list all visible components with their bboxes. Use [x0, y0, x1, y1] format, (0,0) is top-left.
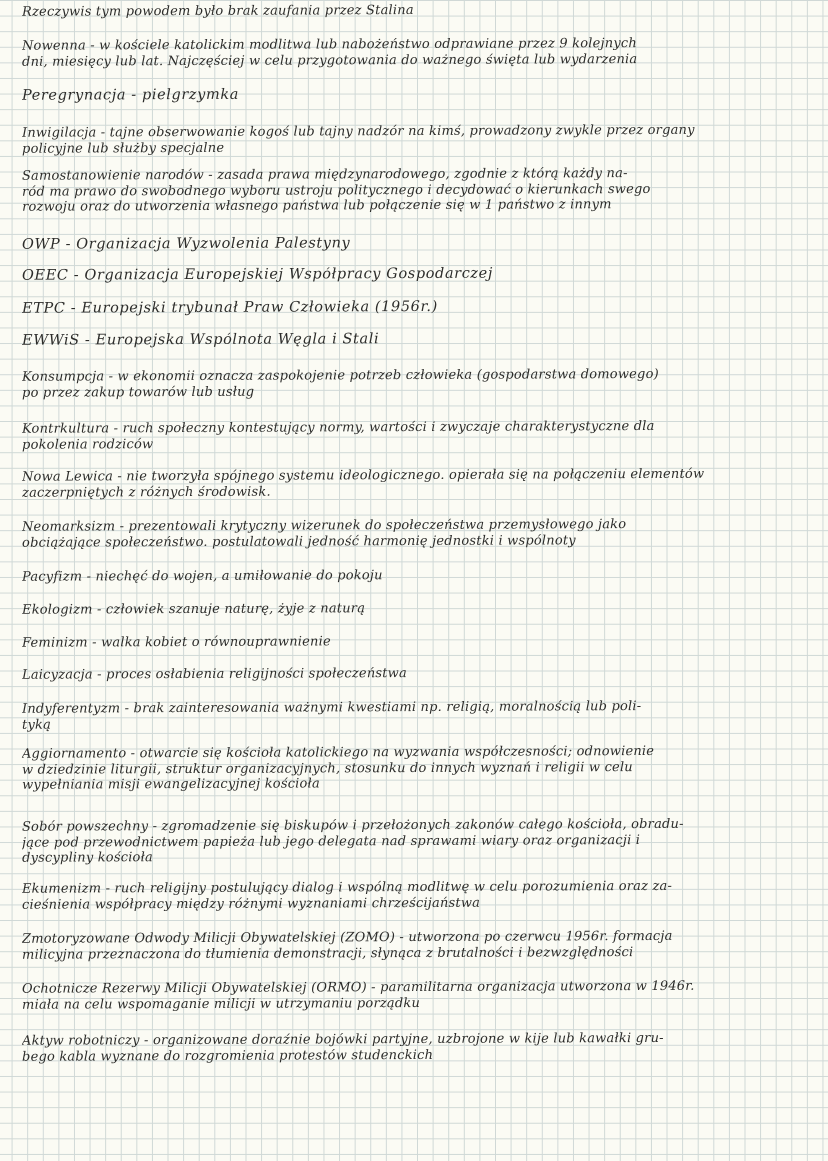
note-line: Nowa Lewica - nie tworzyła spójnego systemu ideologicznego. opierała się na połączeniu elementów	[21, 466, 705, 485]
note-line: Inwigilacja - tajne obserwowanie kogoś lub tajny nadzór na kimś, prowadzony zwykle przez organy	[21, 122, 695, 141]
note-stalin	[22, 1, 814, 20]
note-ormo	[22, 978, 814, 1013]
note-line: Zmotoryzowane Odwody Milicji Obywatelskiej (ZOMO) - utworzona po czerwcu 1956r. formacja	[21, 928, 673, 947]
note-line: Aggiornamento - otwarcie się kościoła katolickiego na wyzwania współczesności; odnowienie	[21, 743, 655, 762]
note-line: Peregrynacja - pielgrzymka	[21, 86, 239, 104]
note-line: cieśnienia współpracy między różnymi wyznaniami chrześcijaństwa	[22, 895, 481, 913]
note-line: Laicyzacja - proces osłabienia religijności społeczeństwa	[21, 666, 407, 683]
note-line: obciążające społeczeństwo. postulatowali jedność harmonię jednostki i wspólnoty	[22, 532, 576, 551]
note-owp	[22, 234, 814, 253]
note-laicyzacja	[22, 664, 814, 683]
note-line: OWP - Organizacja Wyzwolenia Palestyny	[21, 235, 351, 253]
note-line: Konsumpcja - w ekonomii oznacza zaspokojenie potrzeb człowieka (gospodarstwa domowego)	[21, 366, 659, 385]
note-aggiornamento	[22, 743, 814, 793]
note-line: Indyferentyzm - brak zainteresowania ważnymi kwestiami np. religią, moralnością lub poli-	[21, 699, 642, 717]
note-line: Pacyfizm - niechęć do wojen, a umiłowanie do pokoju	[21, 568, 383, 585]
note-line: bego kabla wyznane do rozgromienia protestów studenckich	[22, 1047, 434, 1065]
note-ewwis	[22, 330, 814, 349]
note-line: ETPC - Europejski trybunał Praw Człowieka (1956r.)	[21, 298, 438, 317]
note-ekologizm	[22, 599, 814, 618]
note-ekumenizm	[22, 878, 814, 913]
note-line: miała na celu wspomaganie milicji w utrzymaniu porządku	[22, 995, 421, 1013]
note-nowenna	[22, 35, 814, 70]
note-zomo	[22, 928, 814, 963]
note-line: w dziedzinie liturgii, struktur organizacyjnych, stosunku do innych wyznań i religii w celu	[21, 759, 633, 778]
note-neomarksizm	[22, 516, 814, 551]
note-line: Rzeczywis tym powodem było brak zaufania przez Stalina	[21, 3, 414, 20]
note-kontrkultura	[22, 418, 814, 453]
note-line: EWWiS - Europejska Wspólnota Węgla i Stali	[21, 331, 380, 349]
note-line: Feminizm - walka kobiet o równouprawnienie	[21, 634, 331, 651]
note-line: Ochotnicze Rezerwy Milicji Obywatelskiej (ORMO) - paramilitarna organizacja utworzona w 1946r.	[21, 978, 695, 997]
note-line: Nowenna - w kościele katolickim modlitwa lub nabożeństwo odprawiane przez 9 kolejnych	[21, 36, 637, 54]
note-line: Aktyw robotniczy - organizowane doraźnie bojówki partyjne, uzbrojone w kije lub kawałki gru-	[21, 1030, 664, 1049]
note-oeec	[22, 265, 814, 284]
note-line: dyscypliny kościoła	[22, 850, 153, 866]
note-line: rozwoju oraz do utworzenia własnego państwa lub połączenie się w 1 państwo z innym	[22, 197, 612, 215]
note-line: dni, miesięcy lub lat. Najczęściej w celu przygotowania do ważnego święta lub wydarzenia	[22, 51, 638, 70]
note-line: pokolenia rodziców	[22, 436, 154, 453]
note-line: Ekologizm - człowiek szanuje naturę, żyje z naturą	[21, 601, 366, 618]
note-indyferentyzm	[22, 698, 814, 733]
note-sobor	[22, 816, 814, 866]
note-line: jące pod przewodnictwem papieża lub jego delegata nad sprawami wiary oraz organizacji i	[21, 832, 641, 851]
note-peregrynacja	[22, 85, 814, 104]
note-pacyfizm	[22, 566, 814, 585]
note-line: Kontrkultura - ruch społeczny kontestujący normy, wartości i zwyczaje charakterystyczne dla	[21, 418, 655, 437]
note-line: Neomarksizm - prezentowali krytyczny wizerunek do społeczeństwa przemysłowego jako	[21, 517, 627, 535]
note-line: OEEC - Organizacja Europejskiej Współpracy Gospodarczej	[21, 265, 493, 284]
note-line: zaczerpniętych z różnych środowisk.	[22, 484, 271, 501]
note-inwigilacja	[22, 122, 814, 157]
note-line: tyką	[22, 717, 52, 733]
note-line: wypełniania misji ewangelizacyjnej kościoła	[22, 776, 320, 793]
note-aktyw	[22, 1030, 814, 1065]
note-line: Samostanowienie narodów - zasada prawa międzynarodowego, zgodnie z którą każdy na-	[21, 166, 628, 184]
note-line: ród ma prawo do swobodnego wyboru ustroju politycznego i decydować o kierunkach swego	[21, 181, 651, 200]
note-konsumpcja	[22, 366, 814, 401]
note-line: Ekumenizm - ruch religijny postulujący dialog i wspólną modlitwę w celu porozumienia oraz za-	[21, 878, 673, 897]
note-line: Sobór powszechny - zgromadzenie się biskupów i przełożonych zakonów całego kościoła, obradu-	[21, 816, 684, 835]
note-line: milicyjna przeznaczona do tłumienia demonstracji, słynąca z brutalności i bezwzględności	[22, 944, 634, 963]
note-line: policyjne lub służby specjalne	[22, 140, 225, 157]
note-line: po przez zakup towarów lub usług	[22, 384, 255, 401]
note-samostanowienie	[22, 165, 814, 215]
note-nowa-lewica	[22, 466, 814, 501]
note-etpc	[22, 298, 814, 317]
note-feminizm	[22, 632, 814, 651]
